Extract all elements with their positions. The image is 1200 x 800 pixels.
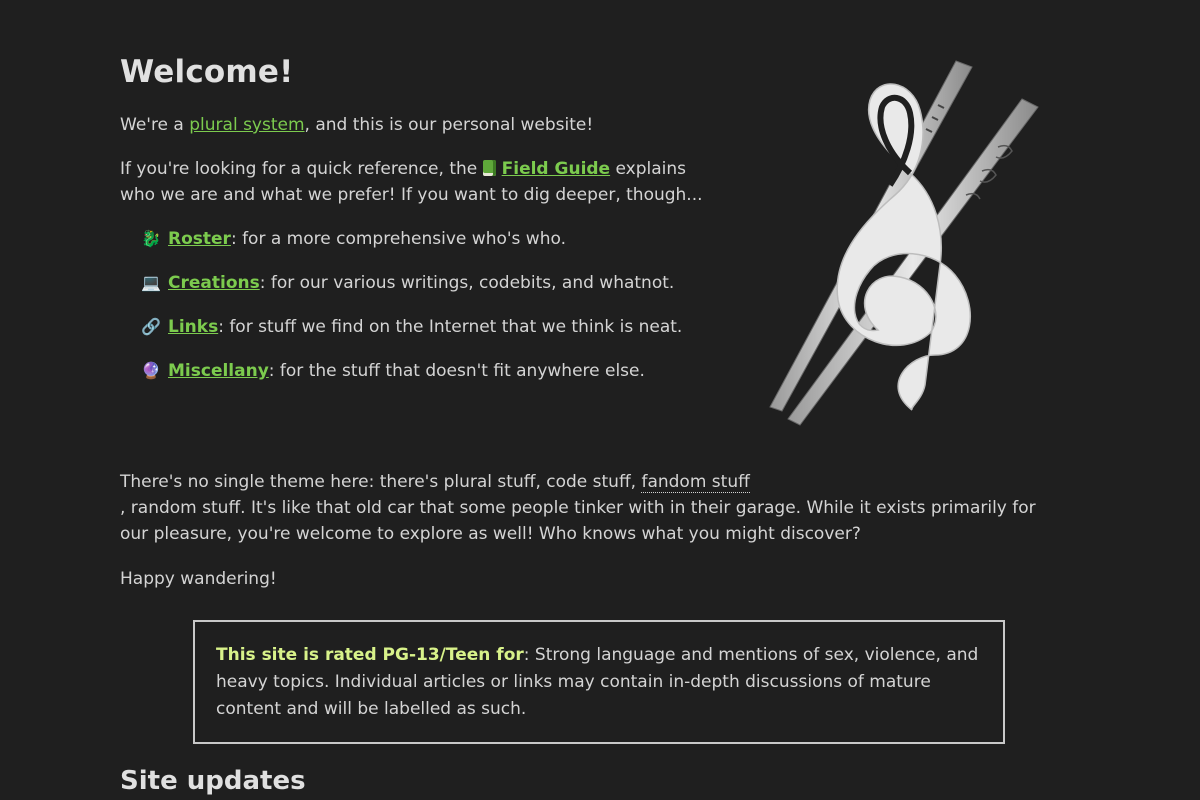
- theme-text: There's no single theme here: there's plural stuff, code stuff,: [120, 472, 642, 492]
- wander-paragraph: Happy wandering!: [120, 569, 277, 589]
- intro-paragraph: [120, 112, 720, 138]
- treble-clef-chopsticks-logo: [760, 55, 1050, 435]
- guide-text: If you're looking for a quick reference, the: [120, 159, 483, 179]
- plural-system-link[interactable]: plural system: [189, 115, 305, 135]
- roster-link[interactable]: Roster: [168, 229, 231, 249]
- theme-text-end: , random stuff. It's like that old car that some people tinker with in their garage. While it exists primarily for our pleasure, you're welcome to explore as well! Who knows what you might discover?: [120, 498, 1036, 544]
- creations-link[interactable]: Creations: [168, 273, 260, 293]
- field-guide-link[interactable]: Field Guide: [501, 159, 611, 179]
- fandom-stuff-link[interactable]: fandom stuff: [641, 472, 750, 492]
- page-title: Welcome!: [120, 54, 294, 90]
- nav-item-miscellany: [140, 358, 760, 402]
- guide-text-end: explains who we are and what we prefer! If you want to dig deeper, though...: [120, 159, 703, 205]
- nav-description: : for a more comprehensive who's who.: [230, 229, 566, 249]
- content-rating-notice: [193, 620, 1005, 744]
- guide-paragraph: [120, 156, 720, 208]
- nav-description: : for the stuff that doesn't fit anywhere else.: [268, 361, 645, 381]
- rating-highlight: This site is rated PG-13/Teen for: [216, 645, 524, 665]
- links-link[interactable]: Links: [168, 317, 219, 337]
- site-updates-heading: Site updates: [120, 766, 306, 796]
- green-book-icon: [483, 160, 496, 176]
- nav-item-creations: [140, 270, 760, 314]
- nav-item-roster: [140, 226, 760, 270]
- nav-description: : for our various writings, codebits, and whatnot.: [259, 273, 675, 293]
- intro-text-end: , and this is our personal website!: [304, 115, 594, 135]
- nav-description: : for stuff we find on the Internet that we think is neat.: [218, 317, 683, 337]
- rating-text: : Strong language and mentions of sex, violence, and heavy topics. Individual articles or links may contain in-depth discussions of mature content and will be labelled as such.: [216, 645, 979, 719]
- dragon-icon: 🐉: [141, 229, 161, 248]
- section-nav-list: [140, 226, 760, 402]
- miscellany-link[interactable]: Miscellany: [168, 361, 269, 381]
- intro-text: We're a: [120, 115, 190, 135]
- link-icon: 🔗: [141, 317, 161, 336]
- laptop-icon: 💻: [141, 273, 161, 292]
- theme-paragraph: [120, 469, 1060, 547]
- crystal-ball-icon: 🔮: [141, 361, 161, 380]
- nav-item-links: [140, 314, 760, 358]
